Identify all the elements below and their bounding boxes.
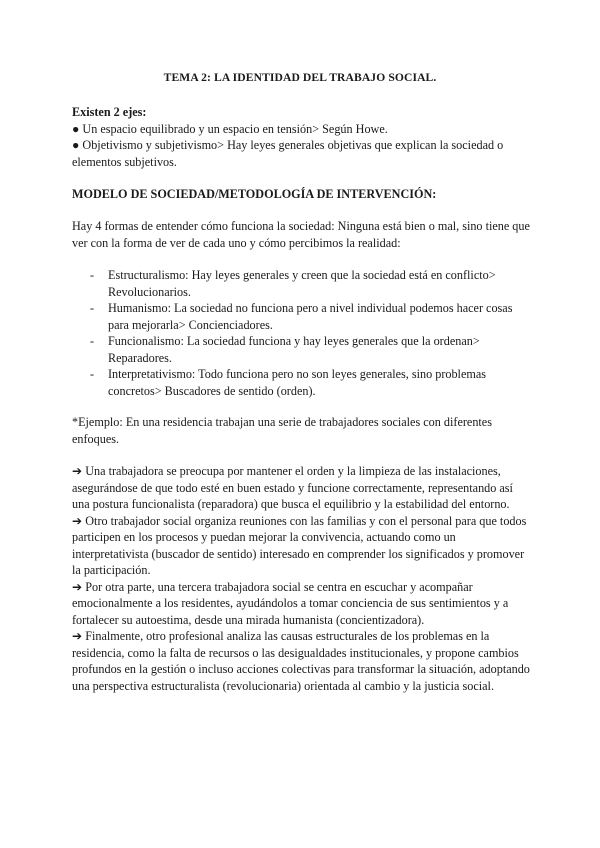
ejemplo-block — [72, 414, 532, 447]
casos-block — [72, 463, 532, 694]
modelo-intro: Hay 4 formas de entender cómo funciona la sociedad: Ninguna está bien o mal, sino tiene que ver con la forma de ver de cada uno y cómo percibimos la realidad: — [72, 219, 530, 250]
list-item-text: Estructuralismo: Hay leyes generales y creen que la sociedad está en conflicto> Revolucionarios. — [108, 268, 496, 299]
caso-paragraph: ➔ Otro trabajador social organiza reuniones con las familias y con el personal para que todos participen en los procesos y puedan mejorar la convivencia, actuando como un interpretativista (buscador de sentido) interesado en comprender los significados y promover la participación. — [72, 513, 527, 577]
modelo-heading: MODELO DE SOCIEDAD/METODOLOGÍA DE INTERVENCIÓN: — [72, 187, 437, 201]
modelo-heading-block — [72, 186, 532, 203]
dash-bullet: - — [90, 268, 95, 282]
dash-bullet: - — [90, 301, 95, 315]
list-item-text: Interpretativismo: Todo funciona pero no son leyes generales, sino problemas concretos> Buscadores de sentido (orden). — [108, 367, 486, 398]
modelo-list — [72, 267, 532, 399]
ejes-item: ● Un espacio equilibrado y un espacio en tensión> Según Howe. — [72, 121, 388, 136]
list-item — [72, 366, 532, 399]
dash-bullet: - — [90, 367, 95, 381]
list-item-text: Humanismo: La sociedad no funciona pero a nivel individual podemos hacer cosas para mejorarla> Concienciadores. — [108, 301, 513, 332]
modelo-intro-block — [72, 218, 532, 251]
list-item-text: Funcionalismo: La sociedad funciona y hay leyes generales que la ordenan> Reparadores. — [108, 334, 480, 365]
caso-paragraph: ➔ Una trabajadora se preocupa por mantener el orden y la limpieza de las instalaciones, asegurándose de que todo esté en buen estado y funcione correctamente, representando así una postura funcionalista (reparadora) que busca el equilibrio y la estabilidad del entorno. — [72, 464, 513, 511]
modelo-list-block — [72, 267, 532, 399]
caso-paragraph: ➔ Finalmente, otro profesional analiza las causas estructurales de los problemas en la residencia, como la falta de recursos o las desigualdades institucionales, y propone cambios profundos en la gestión o incluso acciones colectivas para transformar la situación, adoptando una perspectiva estructuralista (revolucionaria) orientada al cambio y la justicia social. — [72, 629, 530, 693]
ejes-heading: Existen 2 ejes: — [72, 105, 147, 119]
dash-bullet: - — [90, 334, 95, 348]
list-item — [72, 300, 532, 333]
ejemplo-text: *Ejemplo: En una residencia trabajan una serie de trabajadores sociales con diferentes enfoques. — [72, 415, 492, 446]
caso-paragraph: ➔ Por otra parte, una tercera trabajadora social se centra en escuchar y acompañar emocionalmente a los residentes, ayudándolos a tomar conciencia de sus sentimientos y a fortalecer su autoestima, desde una mirada humanista (concientizadora). — [72, 579, 509, 627]
ejes-item: ● Objetivismo y subjetivismo> Hay leyes generales objetivas que explican la sociedad o elementos subjetivos. — [72, 138, 504, 169]
ejes-section — [72, 104, 532, 170]
list-item — [72, 267, 532, 300]
list-item — [72, 333, 532, 366]
page-title: TEMA 2: LA IDENTIDAD DEL TRABAJO SOCIAL. — [163, 71, 437, 84]
